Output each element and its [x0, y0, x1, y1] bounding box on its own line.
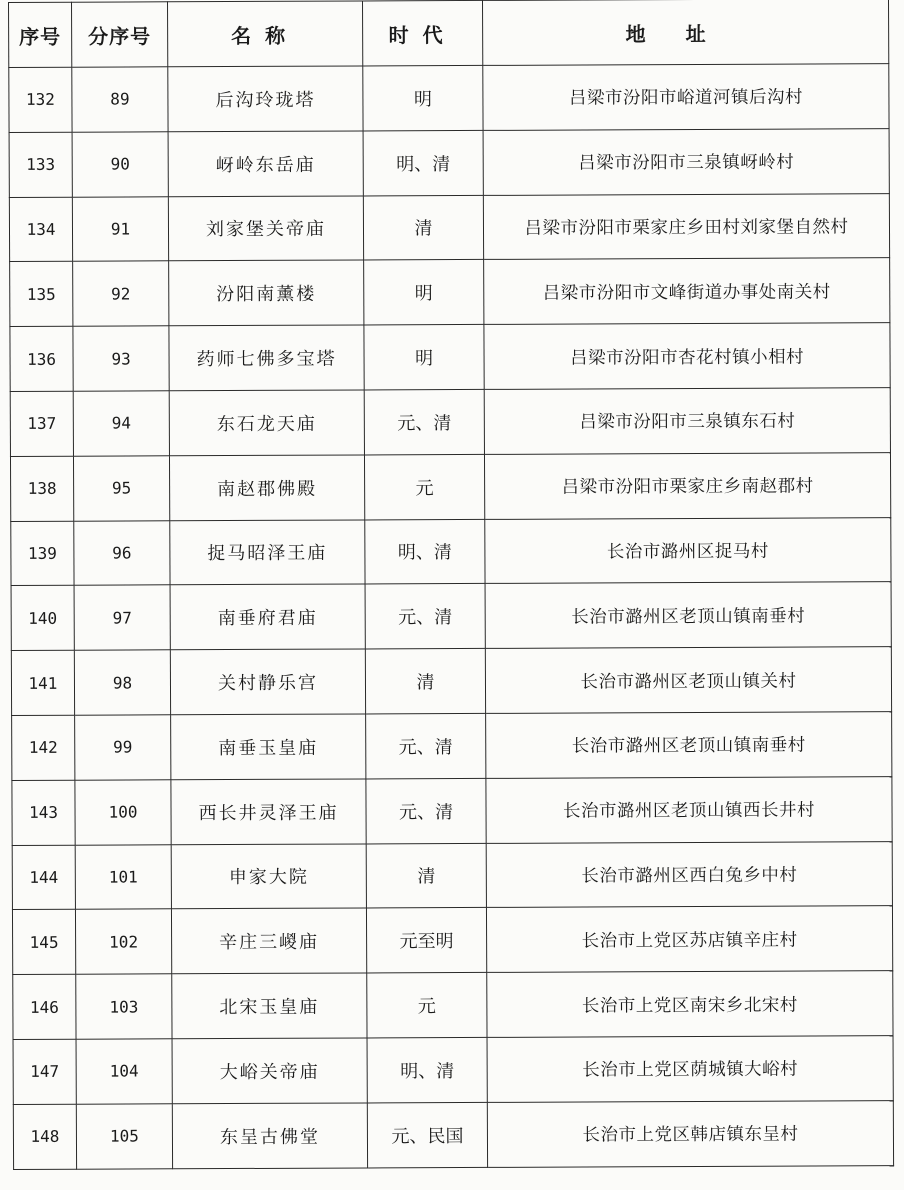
cell-address: 长治市潞州区捉马村: [485, 517, 891, 584]
cell-name: 南赵郡佛殿: [169, 455, 364, 521]
cell-address: 吕梁市汾阳市三泉镇岈岭村: [483, 128, 889, 195]
cell-sub-seq: 92: [73, 261, 169, 326]
cell-era: 明、清: [363, 130, 483, 195]
table-row: [9, 64, 889, 133]
header-sub-seq: 分序号: [72, 2, 168, 67]
cell-name: 东石龙天庙: [169, 390, 364, 456]
table-row: [12, 906, 892, 975]
cell-era: 元、民国: [367, 1102, 487, 1167]
table-row: [11, 582, 891, 651]
cell-name: 大峪关帝庙: [172, 1038, 367, 1104]
cell-sub-seq: 95: [73, 456, 169, 521]
cell-sub-seq: 93: [73, 326, 169, 391]
cell-seq: 136: [10, 326, 73, 391]
cell-seq: 143: [12, 780, 75, 845]
cell-era: 清: [366, 843, 486, 908]
cell-seq: 146: [13, 974, 76, 1039]
cell-seq: 134: [9, 197, 72, 262]
cell-sub-seq: 91: [72, 196, 168, 261]
cell-sub-seq: 96: [74, 520, 170, 585]
cell-seq: 147: [13, 1039, 76, 1104]
table-row: [9, 193, 889, 262]
cell-era: 元: [364, 454, 484, 519]
cell-era: 明: [364, 325, 484, 390]
cell-era: 明: [364, 260, 484, 325]
table-row: [10, 258, 890, 327]
cell-address: 吕梁市汾阳市栗家庄乡南赵郡村: [484, 452, 890, 519]
cell-sub-seq: 100: [75, 780, 171, 845]
cell-sub-seq: 104: [76, 1039, 172, 1104]
cell-seq: 145: [12, 910, 75, 975]
cell-name: 岈岭东岳庙: [168, 131, 363, 197]
cell-address: 吕梁市汾阳市栗家庄乡田村刘家堡自然村: [483, 193, 889, 260]
cell-sub-seq: 99: [75, 715, 171, 780]
cell-sub-seq: 101: [75, 844, 171, 909]
cell-address: 长治市潞州区老顶山镇南垂村: [485, 582, 891, 649]
header-address: 地址: [482, 0, 888, 65]
cell-sub-seq: 94: [73, 391, 169, 456]
cell-address: 吕梁市汾阳市峪道河镇后沟村: [483, 64, 889, 131]
table-row: [13, 971, 893, 1040]
table-row: [12, 841, 892, 910]
cell-name: 汾阳南薰楼: [169, 260, 364, 326]
cell-seq: 135: [10, 262, 73, 327]
cell-address: 长治市潞州区老顶山镇西长井村: [486, 776, 892, 843]
table-row: [12, 776, 892, 845]
table-row: [10, 388, 890, 457]
table-row: [10, 452, 890, 521]
cell-era: 明、清: [367, 1037, 487, 1102]
cell-sub-seq: 97: [74, 585, 170, 650]
cell-sub-seq: 102: [75, 909, 171, 974]
cell-seq: 142: [12, 715, 75, 780]
cell-sub-seq: 98: [74, 650, 170, 715]
cell-era: 元至明: [366, 908, 486, 973]
cell-era: 元、清: [366, 778, 486, 843]
cell-seq: 133: [9, 132, 72, 197]
cell-address: 吕梁市汾阳市三泉镇东石村: [484, 388, 890, 455]
cell-address: 长治市上党区韩店镇东呈村: [487, 1100, 893, 1167]
cell-address: 长治市上党区南宋乡北宋村: [487, 971, 893, 1038]
cell-seq: 137: [10, 391, 73, 456]
cell-era: 元: [367, 973, 487, 1038]
cell-address: 吕梁市汾阳市文峰街道办事处南关村: [484, 258, 890, 325]
cell-name: 捉马昭泽王庙: [170, 520, 365, 586]
cell-name: 申家大院: [171, 844, 366, 910]
cell-name: 辛庄三嵕庙: [171, 908, 366, 974]
table-row: [10, 323, 890, 392]
cell-era: 元、清: [366, 713, 486, 778]
cell-name: 南垂府君庙: [170, 584, 365, 650]
header-name: 名称: [168, 1, 363, 67]
table-row: [9, 128, 889, 197]
cell-name: 北宋玉皇庙: [172, 973, 367, 1039]
cell-sub-seq: 90: [72, 132, 168, 197]
table-row: [12, 712, 892, 781]
table-body: [9, 64, 894, 1169]
cell-seq: 140: [11, 586, 74, 651]
cell-address: 吕梁市汾阳市杏花村镇小相村: [484, 323, 890, 390]
cell-name: 后沟玲珑塔: [168, 66, 363, 132]
cell-name: 关村静乐宫: [170, 649, 365, 715]
cell-seq: 138: [10, 456, 73, 521]
cell-address: 长治市潞州区西白兔乡中村: [486, 841, 892, 908]
table-row: [13, 1036, 893, 1105]
cell-era: 明: [363, 65, 483, 130]
cell-address: 长治市潞州区老顶山镇南垂村: [486, 712, 892, 779]
cell-seq: 132: [9, 67, 72, 132]
cell-address: 长治市潞州区老顶山镇关村: [485, 647, 891, 714]
cell-era: 清: [365, 649, 485, 714]
cell-address: 长治市上党区苏店镇辛庄村: [486, 906, 892, 973]
cell-seq: 148: [13, 1104, 76, 1169]
cell-era: 元、清: [364, 389, 484, 454]
cell-name: 刘家堡关帝庙: [168, 196, 363, 262]
cell-sub-seq: 103: [76, 974, 172, 1039]
table-header-row: [9, 0, 889, 67]
cell-sub-seq: 105: [76, 1104, 172, 1169]
heritage-sites-table: [8, 0, 894, 1170]
cell-address: 长治市上党区荫城镇大峪村: [487, 1036, 893, 1103]
cell-name: 南垂玉皇庙: [171, 714, 366, 780]
table-row: [11, 517, 891, 586]
cell-seq: 144: [12, 845, 75, 910]
cell-name: 西长井灵泽王庙: [171, 779, 366, 845]
cell-seq: 141: [11, 650, 74, 715]
cell-name: 药师七佛多宝塔: [169, 325, 364, 391]
cell-sub-seq: 89: [72, 67, 168, 132]
cell-era: 明、清: [365, 519, 485, 584]
cell-seq: 139: [11, 521, 74, 586]
header-seq: 序号: [9, 2, 72, 67]
cell-era: 清: [363, 195, 483, 260]
table-row: [13, 1100, 893, 1169]
header-era: 时代: [362, 0, 482, 66]
cell-name: 东呈古佛堂: [172, 1103, 367, 1169]
cell-era: 元、清: [365, 584, 485, 649]
table-row: [11, 647, 891, 716]
